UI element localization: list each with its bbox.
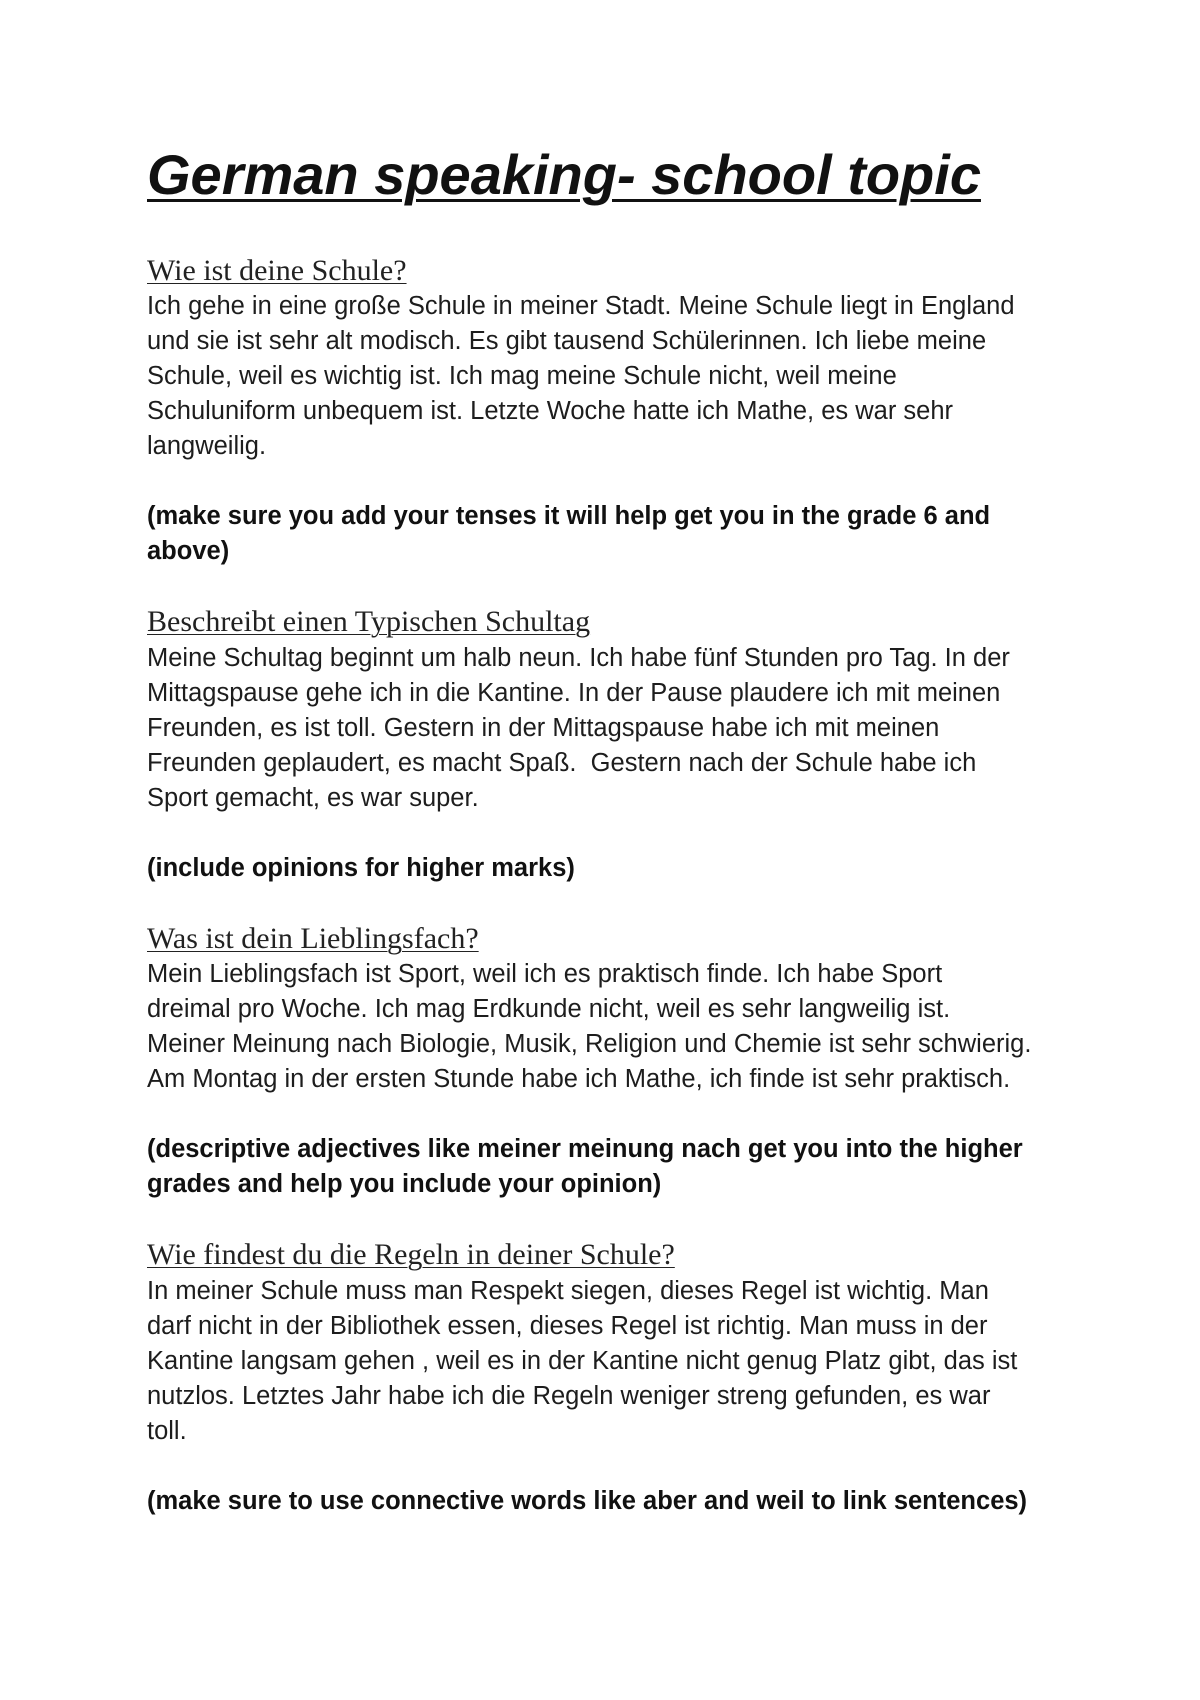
section-wie-ist-deine-schule — [147, 253, 1157, 570]
tip-note — [147, 499, 1157, 569]
tip-line: (descriptive adjectives like meiner meinung nach get you into the higher — [147, 1135, 1023, 1163]
tip-line: grades and help you include your opinion) — [147, 1170, 662, 1198]
answer-line: Mein Lieblingsfach ist Sport, weil ich es praktisch finde. Ich habe Sport — [147, 960, 943, 988]
answer-line: Ich gehe in eine große Schule in meiner Stadt. Meine Schule liegt in England — [147, 292, 1015, 320]
answer-paragraph — [147, 641, 1157, 816]
answer-line: Freunden, es ist toll. Gestern in der Mittagspause habe ich mit meinen — [147, 713, 940, 742]
answer-paragraph — [147, 957, 1157, 1097]
tip-note — [147, 1484, 1157, 1519]
answer-line: langweilig. — [147, 432, 267, 460]
section-heading: Was ist dein Lieblingsfach? — [147, 921, 479, 955]
answer-line: dreimal pro Woche. Ich mag Erdkunde nicht, weil es sehr langweilig ist. — [147, 995, 951, 1023]
section-heading: Wie findest du die Regeln in deiner Schule? — [147, 1238, 675, 1271]
answer-paragraph — [147, 1274, 1157, 1449]
answer-line: Kantine langsam gehen , weil es in der Kantine nicht genug Platz gibt, das ist — [147, 1346, 1018, 1375]
tip-line: (make sure to use connective words like aber and weil to link sentences) — [147, 1486, 1028, 1515]
answer-line: Schule, weil es wichtig ist. Ich mag meine Schule nicht, weil meine — [147, 362, 897, 390]
tip-line: above) — [147, 537, 230, 565]
answer-line: toll. — [147, 1416, 187, 1445]
answer-line: Meine Schultag beginnt um halb neun. Ich habe fünf Stunden pro Tag. In der — [147, 643, 1010, 672]
answer-line: Schuluniform unbequem ist. Letzte Woche hatte ich Mathe, es war sehr — [147, 397, 954, 425]
tip-line: (include opinions for higher marks) — [147, 853, 575, 882]
answer-line: Sport gemacht, es war super. — [147, 783, 479, 812]
tip-line: (make sure you add your tenses it will help get you in the grade 6 and — [147, 502, 991, 530]
answer-line: Meiner Meinung nach Biologie, Musik, Religion und Chemie ist sehr schwierig. — [147, 1030, 1032, 1058]
tip-note — [147, 851, 1157, 886]
section-typischer-schultag — [147, 604, 1157, 886]
section-lieblingsfach — [147, 921, 1157, 1203]
answer-line: In meiner Schule muss man Respekt siegen, dieses Regel ist wichtig. Man — [147, 1276, 989, 1305]
section-heading: Wie ist deine Schule? — [147, 253, 407, 287]
answer-line: Freunden geplaudert, es macht Spaß. Gestern nach der Schule habe ich — [147, 748, 977, 777]
page-title: German speaking- school topic — [147, 143, 981, 206]
answer-line: nutzlos. Letztes Jahr habe ich die Regeln weniger streng gefunden, es war — [147, 1381, 991, 1410]
answer-paragraph — [147, 289, 1157, 464]
answer-line: darf nicht in der Bibliothek essen, dieses Regel ist richtig. Man muss in der — [147, 1311, 988, 1340]
answer-line: Mittagspause gehe ich in die Kantine. In der Pause plaudere ich mit meinen — [147, 678, 1001, 707]
tip-note — [147, 1132, 1157, 1202]
answer-line: Am Montag in der ersten Stunde habe ich Mathe, ich finde ist sehr praktisch. — [147, 1065, 1011, 1093]
answer-line: und sie ist sehr alt modisch. Es gibt tausend Schülerinnen. Ich liebe meine — [147, 327, 987, 355]
section-regeln — [147, 1237, 1157, 1519]
document-body — [147, 253, 1157, 1519]
section-heading: Beschreibt einen Typischen Schultag — [147, 605, 591, 638]
